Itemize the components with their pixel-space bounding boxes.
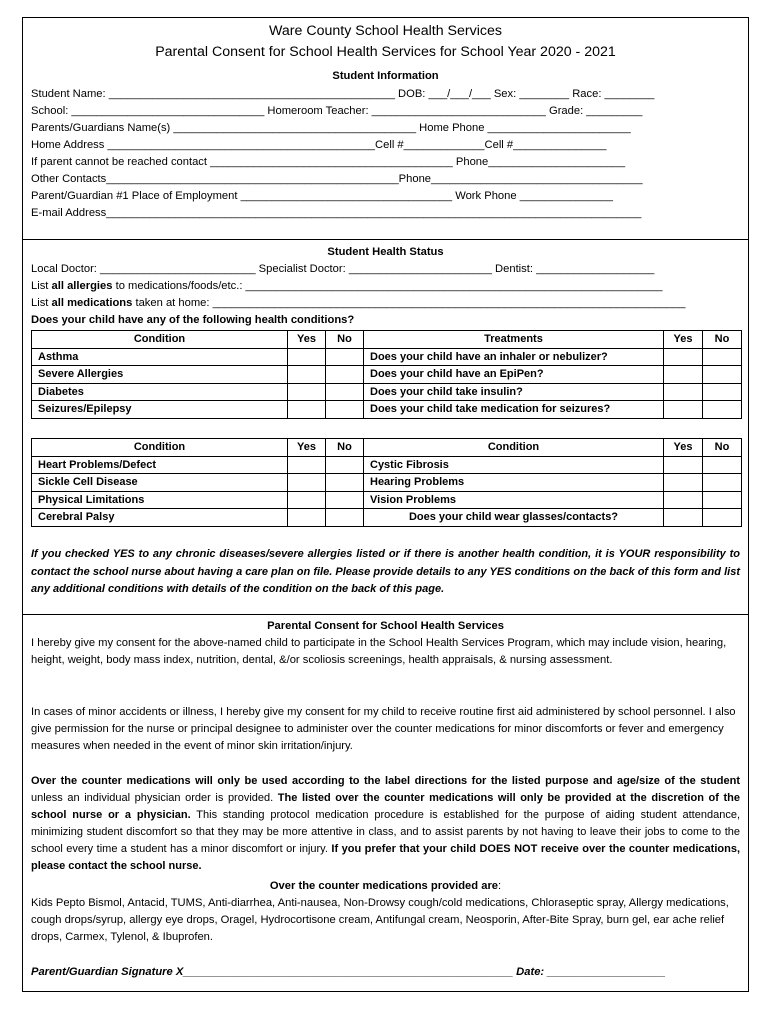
conditions-table-1 [31,330,742,419]
treatment-cell: Does your child take medication for seizures? [364,401,664,419]
student-name-line[interactable]: Student Name: ______________________________________________ DOB: ___/___/___ Sex: ________ Race: ________ [31,88,655,100]
table-row [32,491,742,509]
yes-checkbox-cell[interactable] [664,366,703,384]
yes-checkbox-cell[interactable] [664,509,703,527]
form-header [23,22,748,61]
col-header: Yes [288,331,326,349]
table-row [32,474,742,492]
col-header: No [703,331,742,349]
table-header-row [32,439,742,457]
col-header: No [326,331,364,349]
other-contacts-line[interactable]: Other Contacts_______________________________________________Phone__________________________________ [31,173,643,185]
col-header: Treatments [364,331,664,349]
otc-policy-text-2: This standing protocol medication procedure is established for the purpose of aiding student attendance, minimizing student discomfort so that they may be more attentive in class, and to assist parents by not having to leave their jobs to come to the school every time a student has a minor discomfort or injury. [31,809,740,855]
doctor-line[interactable]: Local Doctor: _________________________ Specialist Doctor: _______________________ Dentist: ___________________ [31,263,655,275]
section-divider [23,239,748,240]
otc-policy-paragraph [31,773,740,875]
treatment-cell: Does your child have an inhaler or nebulizer? [364,348,664,366]
otc-policy-bold-3: If you prefer that your child DOES NOT receive over the counter medications, please contact the school nurse. [31,843,740,872]
col-header: Yes [664,331,703,349]
conditions-table-2 [31,438,742,527]
no-checkbox-cell[interactable] [703,491,742,509]
allergies-prefix: List [31,280,52,292]
condition-cell: Does your child wear glasses/contacts? [364,509,664,527]
condition-cell: Vision Problems [364,491,664,509]
yes-checkbox-cell[interactable] [664,456,703,474]
condition-cell: Sickle Cell Disease [32,474,288,492]
table-row [32,348,742,366]
yes-checkbox-cell[interactable] [288,456,326,474]
no-checkbox-cell[interactable] [703,509,742,527]
alternate-contact-line[interactable]: If parent cannot be reached contact _______________________________________ Phone______________________ [31,156,626,168]
no-checkbox-cell[interactable] [326,366,364,384]
home-address-line[interactable]: Home Address ___________________________________________Cell #_____________Cell #_______________ [31,139,607,151]
section-divider [23,614,748,615]
medications-prefix: List [31,297,52,309]
no-checkbox-cell[interactable] [326,348,364,366]
table-row [32,401,742,419]
yes-checkbox-cell[interactable] [664,401,703,419]
signature-line[interactable]: Parent/Guardian Signature X_____________________________________________________ Date: ___________________ [31,966,666,978]
otc-provided-heading [23,878,748,895]
form-title: Ware County School Health Services [269,23,502,39]
table-row [32,366,742,384]
allergies-bold: all allergies [51,280,113,292]
health-status-heading: Student Health Status [327,246,444,258]
otc-policy-bold-1: Over the counter medications will only be used according to the label directions for the listed purpose and age/size of the student [31,775,740,787]
school-line[interactable]: School: _______________________________ Homeroom Teacher: ____________________________ Grade: _________ [31,105,643,117]
allergies-blank: to medications/foods/etc.: ___________________________________________________________________ [112,280,663,292]
yes-checkbox-cell[interactable] [288,383,326,401]
email-line[interactable]: E-mail Address______________________________________________________________________________________ [31,207,642,219]
condition-cell: Physical Limitations [32,491,288,509]
medications-bold: all medications [51,297,133,309]
conditions-question: Does your child have any of the following health conditions? [31,314,355,326]
no-checkbox-cell[interactable] [326,456,364,474]
col-header: Condition [364,439,664,457]
form-subtitle: Parental Consent for School Health Services for School Year 2020 - 2021 [155,44,616,60]
parents-line[interactable]: Parents/Guardians Name(s) _______________________________________ Home Phone _______________________ [31,122,631,134]
yes-checkbox-cell[interactable] [288,348,326,366]
condition-cell: Diabetes [32,383,288,401]
otc-policy-bold-2: The listed over the counter medications will only be provided at the discretion of the school nurse or a physician. [31,792,740,821]
condition-cell: Heart Problems/Defect [32,456,288,474]
employment-line[interactable]: Parent/Guardian #1 Place of Employment __________________________________ Work Phone _______________ [31,190,614,202]
col-header: Condition [32,439,288,457]
yes-checkbox-cell[interactable] [664,383,703,401]
condition-cell: Cerebral Palsy [32,509,288,527]
no-checkbox-cell[interactable] [703,456,742,474]
condition-cell: Cystic Fibrosis [364,456,664,474]
condition-cell: Seizures/Epilepsy [32,401,288,419]
yes-checkbox-cell[interactable] [288,366,326,384]
condition-cell: Severe Allergies [32,366,288,384]
col-header: Yes [664,439,703,457]
table-row [32,456,742,474]
condition-cell: Asthma [32,348,288,366]
treatment-cell: Does your child take insulin? [364,383,664,401]
table-header-row [32,331,742,349]
no-checkbox-cell[interactable] [326,474,364,492]
no-checkbox-cell[interactable] [326,509,364,527]
yes-checkbox-cell[interactable] [288,474,326,492]
yes-checkbox-cell[interactable] [288,401,326,419]
yes-checkbox-cell[interactable] [664,474,703,492]
no-checkbox-cell[interactable] [703,401,742,419]
col-header: Yes [288,439,326,457]
consent-paragraph-screenings: I hereby give my consent for the above-named child to participate in the School Health Services Program, which may include vision, hearing, height, weight, body mass index, nutrition, dental, &/or scoliosis screenings, health appraisals, & nursing assessment. [31,637,727,666]
student-info-heading: Student Information [332,70,439,82]
no-checkbox-cell[interactable] [703,474,742,492]
otc-policy-text-1: unless an individual physician order is provided. [31,792,278,804]
no-checkbox-cell[interactable] [326,491,364,509]
medications-line[interactable] [31,295,740,312]
col-header: No [326,439,364,457]
otc-provided-heading-text: Over the counter medications provided are [269,880,499,892]
no-checkbox-cell[interactable] [326,383,364,401]
yes-checkbox-cell[interactable] [288,491,326,509]
no-checkbox-cell[interactable] [326,401,364,419]
otc-provided-colon: : [498,880,502,892]
treatment-cell: Does your child have an EpiPen? [364,366,664,384]
medications-blank: taken at home: ____________________________________________________________________________ [132,297,686,309]
yes-checkbox-cell[interactable] [664,348,703,366]
col-header: No [703,439,742,457]
table-row [32,383,742,401]
no-checkbox-cell[interactable] [703,383,742,401]
allergies-line[interactable] [31,278,740,295]
no-checkbox-cell[interactable] [703,348,742,366]
yes-checkbox-cell[interactable] [288,509,326,527]
yes-checkbox-cell[interactable] [664,491,703,509]
otc-medication-list: Kids Pepto Bismol, Antacid, TUMS, Anti-diarrhea, Anti-nausea, Non-Drowsy cough/cold medications, Chloraseptic spray, Allergy medications, cough drops/syrup, allergy eye drops, Oragel, Hydrocortisone cream, Antifungal cream, Neosporin, After-Bite Spray, burn gel, ear ache relief drops, Carmex, Tylenol, & Ibuprofen. [31,897,729,943]
consent-heading: Parental Consent for School Health Services [267,620,504,632]
condition-cell: Hearing Problems [364,474,664,492]
table-row [32,509,742,527]
form-frame [22,17,749,992]
no-checkbox-cell[interactable] [703,366,742,384]
care-plan-notice: If you checked YES to any chronic diseases/severe allergies listed or if there is another health condition, it is YOUR responsibility to contact the school nurse about having a care plan on file. Please provide details to any YES conditions on the back of this form and list any additional conditions with details of the condition on the back of this page. [31,548,740,595]
consent-paragraph-first-aid: In cases of minor accidents or illness, I hereby give my consent for my child to receive routine first aid administered by school personnel. I also give permission for the nurse or principal designee to administer over the counter medications for minor discomforts or fever and emergency measures when needed in the event of minor skin irritation/injury. [31,706,736,752]
col-header: Condition [32,331,288,349]
